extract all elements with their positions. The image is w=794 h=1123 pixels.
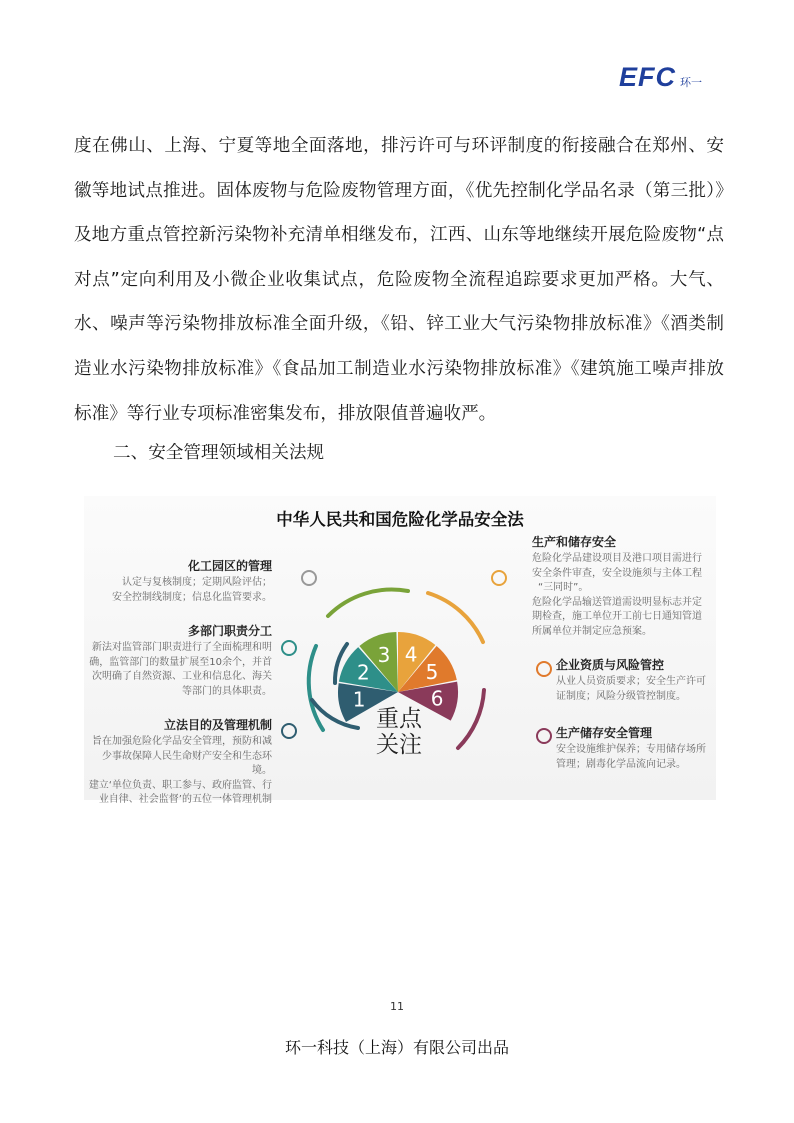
ring-icon-enterprise-qualification: [536, 661, 552, 677]
outer-arc-3: [328, 590, 408, 616]
wheel-segment-label-3: 3: [377, 643, 391, 667]
wheel-segment-label-2: 2: [357, 660, 370, 685]
wheel-center-label: 重点 关注: [376, 706, 422, 758]
logo-mark: EFC: [619, 62, 676, 92]
company-logo: [619, 62, 702, 93]
infographic-title: 中华人民共和国危险化学品安全法: [276, 510, 524, 529]
wheel-segment-label-6: 6: [430, 686, 444, 711]
item-desc-storage-management: 安全设施维护保养；专用储存场所 管理；剧毒化学品流向记录。: [556, 744, 706, 770]
wheel-segment-label-1: 1: [352, 687, 366, 712]
footer-text: 环一科技（上海）有限公司出品: [284, 1038, 509, 1057]
item-title-storage-management: 生产储存安全管理: [556, 726, 653, 740]
outer-arc-2: [309, 646, 323, 730]
page-number: 11: [390, 1000, 404, 1013]
ring-icon-dept-duties: [281, 640, 297, 656]
body-paragraph: 度在佛山、上海、宁夏等地全面落地，排污许可与环评制度的衔接融合在郑州、安徽等地试点推进。固体废物与危险废物管理方面，《优先控制化学品名录（第三批）》及地方重点管控新污染物补充清单相继发布，江西、山东等地继续开展危险废物“点对点”定向利用及小微企业收集试点，危险废物全流程追踪要求更加严格。大气、水、噪声等污染物排放标准全面升级，《铅、锌工业大气污染物排放标准》《酒类制造业水污染物排放标准》《食品加工制造业水污染物排放标准》《建筑施工噪声排放标准》等行业专项标准密集发布，排放限值普遍收严。: [74, 136, 724, 424]
item-desc-legislative-purpose: 旨在加强危险化学品安全管理，预防和减 少事故保障人民生命财产安全和生态环境。 建立‘单位负责、职工参与、政府监管、行 业自律、社会监督’的五位一体管理机制: [88, 736, 272, 805]
law-infographic: [84, 496, 716, 805]
wheel-segment-label-4: 4: [404, 642, 418, 667]
ring-icon-legislative-purpose: [281, 723, 297, 739]
wheel-segment-label-5: 5: [425, 659, 439, 684]
item-desc-production-storage: 危险化学品建设项目及港口项目需进行 安全条件审查，安全设施须与主体工程 “三同时”。 危险化学品输送管道需设明显标志并定 期检查，施工单位开工前七日通知管道 所属单位并制定应急预案。: [532, 553, 702, 637]
outer-arc-6: [458, 690, 484, 748]
item-title-chemical-park: 化工园区的管理: [187, 559, 272, 573]
item-desc-enterprise-qualification: 从业人员资质要求；安全生产许可 证制度；风险分级管控制度。: [556, 676, 706, 702]
item-desc-chemical-park: 认定与复核制度；定期风险评估； 安全控制线制度；信息化监管要求。: [112, 577, 272, 603]
logo-subtext: 环一: [680, 76, 702, 89]
ring-icon-production-storage: [491, 570, 507, 586]
section-heading: 二、安全管理领域相关法规: [113, 443, 325, 463]
outer-arc-4: [428, 593, 483, 642]
item-desc-dept-duties: 新法对监管部门职责进行了全面梳理和明 确，监管部门的数量扩展至10余个，并首 次明确了自然资源、工业和信息化、海关 等部门的具体职责。: [89, 642, 272, 697]
item-title-legislative-purpose: 立法目的及管理机制: [163, 718, 272, 732]
item-title-dept-duties: 多部门职责分工: [187, 624, 272, 638]
ring-icon-storage-management: [536, 728, 552, 744]
item-title-enterprise-qualification: 企业资质与风险管控: [556, 658, 665, 672]
item-title-production-storage: 生产和储存安全: [532, 535, 617, 549]
